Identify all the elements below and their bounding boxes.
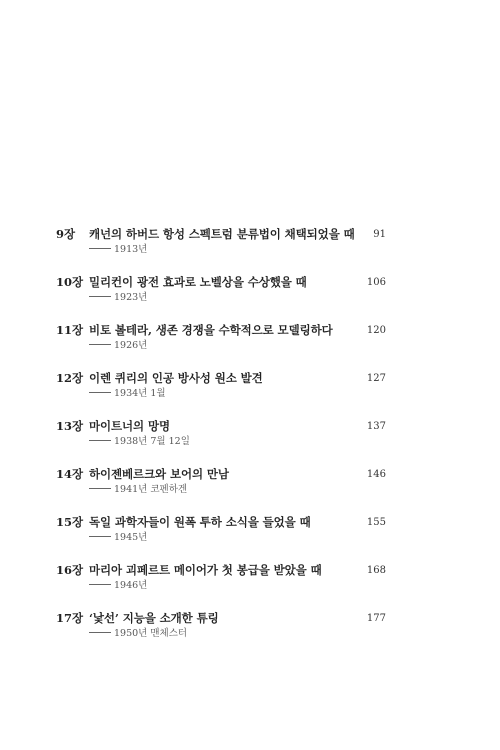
toc-entry-9[interactable] (0, 226, 500, 274)
chapter-number: 15장 (56, 515, 84, 529)
chapter-number: 10장 (56, 275, 84, 289)
toc-entry-12[interactable] (0, 370, 500, 418)
page-number: 127 (366, 373, 386, 384)
chapter-title: ‘낯선’ 지능을 소개한 튜링 (89, 611, 219, 625)
chapter-number: 12장 (56, 371, 84, 385)
toc-entry-13[interactable] (0, 418, 500, 466)
chapter-date-text: 1926년 (114, 340, 148, 351)
chapter-date-text: 1945년 (114, 532, 148, 543)
dash-rule (89, 248, 111, 249)
toc-entry-17[interactable] (0, 610, 500, 658)
dash-rule (89, 392, 111, 393)
table-of-contents (0, 226, 500, 658)
dash-rule (89, 536, 111, 537)
chapter-date-text: 1934년 1월 (114, 388, 166, 399)
toc-entry-16[interactable] (0, 562, 500, 610)
toc-entry-14[interactable] (0, 466, 500, 514)
chapter-number: 17장 (56, 611, 84, 625)
chapter-title: 비토 볼테라, 생존 경쟁을 수학적으로 모델링하다 (89, 323, 333, 337)
dash-rule (89, 584, 111, 585)
dash-rule (89, 488, 111, 489)
page-number: 106 (366, 277, 386, 288)
chapter-number: 11장 (56, 323, 84, 337)
chapter-title: 밀리컨이 광전 효과로 노벨상을 수상했을 때 (89, 275, 307, 289)
chapter-date (89, 339, 147, 353)
chapter-title: 마리아 괴페르트 메이어가 첫 봉급을 받았을 때 (89, 563, 322, 577)
page-number: 155 (366, 517, 386, 528)
chapter-date (89, 627, 187, 641)
chapter-title: 이렌 퀴리의 인공 방사성 원소 발견 (89, 371, 263, 385)
page-number: 120 (366, 325, 386, 336)
chapter-title: 캐넌의 하버드 항성 스펙트럼 분류법이 채택되었을 때 (89, 227, 355, 241)
page-number: 137 (366, 421, 386, 432)
chapter-number: 14장 (56, 467, 84, 481)
page-number: 177 (366, 613, 386, 624)
page-number: 91 (373, 229, 386, 240)
dash-rule (89, 440, 111, 441)
chapter-date (89, 243, 147, 257)
toc-entry-15[interactable] (0, 514, 500, 562)
page-number: 168 (366, 565, 386, 576)
dash-rule (89, 632, 111, 633)
chapter-date-text: 1923년 (114, 292, 148, 303)
chapter-date-text: 1950년 맨체스터 (114, 628, 188, 639)
toc-entry-10[interactable] (0, 274, 500, 322)
page-number: 146 (366, 469, 386, 480)
chapter-title: 마이트너의 망명 (89, 419, 170, 433)
chapter-date-text: 1946년 (114, 580, 148, 591)
chapter-date (89, 387, 166, 401)
dash-rule (89, 344, 111, 345)
dash-rule (89, 296, 111, 297)
chapter-date-text: 1941년 코펜하겐 (114, 484, 188, 495)
chapter-date-text: 1913년 (114, 244, 148, 255)
chapter-number: 13장 (56, 419, 84, 433)
chapter-date (89, 579, 147, 593)
chapter-title: 독일 과학자들이 원폭 투하 소식을 들었을 때 (89, 515, 311, 529)
toc-entry-11[interactable] (0, 322, 500, 370)
chapter-date (89, 435, 190, 449)
chapter-title: 하이젠베르크와 보어의 만남 (89, 467, 229, 481)
chapter-date (89, 483, 187, 497)
chapter-date (89, 291, 147, 305)
chapter-number: 9장 (56, 227, 76, 241)
chapter-number: 16장 (56, 563, 84, 577)
chapter-date (89, 531, 147, 545)
chapter-date-text: 1938년 7월 12일 (114, 436, 190, 447)
